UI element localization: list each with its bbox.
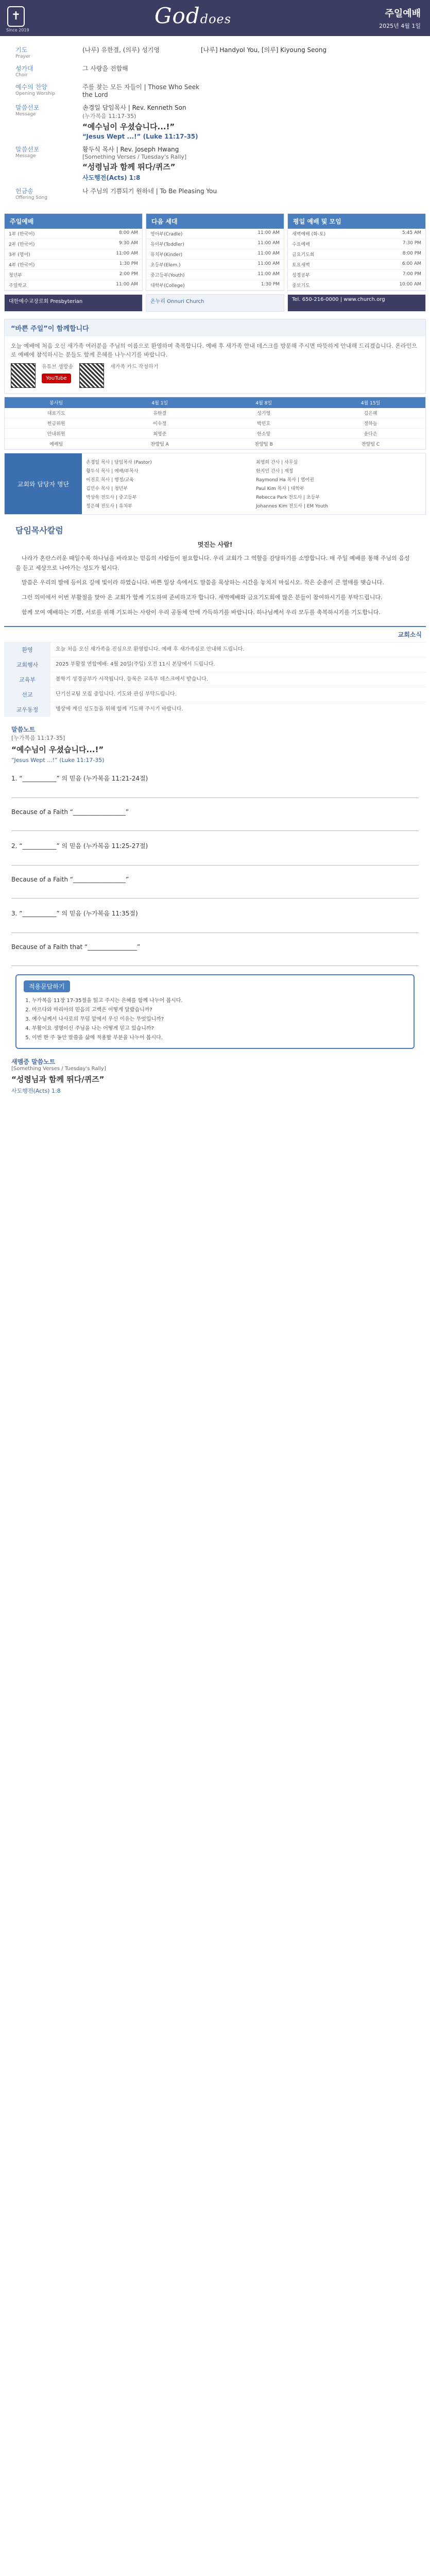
answer-line[interactable] <box>11 819 419 831</box>
volunteer-table: 봉사팀 4월 1일 4월 8일 4월 15일 대표기도 유한결 성기영 김은혜 헌금위원 이수정 박민호 정하늘 안내위원 최영준 한소망 윤다은 예배팀 찬양팀 A 찬양팀 B 찬양팀 C <box>5 397 425 449</box>
table-row: 예배팀 찬양팀 A 찬양팀 B 찬양팀 C <box>5 439 425 449</box>
list-item: 이진호 목사 | 행정/교육 <box>86 478 134 483</box>
notes-title: “예수님이 우셨습니다...!” <box>11 744 104 754</box>
church-logo-icon: ✝ <box>7 6 25 27</box>
list-item: Raymond Ha 목사 | 영어권 <box>256 478 314 483</box>
list-item: Paul Kim 목사 | 대학부 <box>256 486 304 492</box>
list-item: Johannes Kim 전도사 | EM Youth <box>256 504 328 510</box>
column-subtitle: 멋진는 사람! <box>197 541 233 549</box>
news-row: 교회행사 2025 부활절 연합예배: 4월 20일(주일) 오전 11시 본당에서 드립니다. <box>4 657 426 672</box>
header-bar <box>0 0 430 36</box>
table-row: 대표기도 유한결 성기영 김은혜 <box>5 408 425 418</box>
order-row: 말씀선포 Message 황두식 목사 | Rev. Joseph Hwang [Something Verses / Tuesday's Rally] “성령님과 함께 뛰다/퀴즈” 사도행전(Acts) 1:8 <box>15 145 423 182</box>
list-item: 3. 예수님께서 나사로의 무덤 앞에서 우신 이유는 무엇입니까? <box>32 1015 406 1024</box>
next-sermon-notes: 새멤증 말씀노트 [Something Verses / Tuesday's Rally] “성령님과 함께 뛰다/퀴즈” 사도행전(Acts) 1:8 <box>11 1058 106 1094</box>
answer-line[interactable] <box>11 921 419 933</box>
qr-code-icon[interactable] <box>11 363 36 388</box>
list-item: Rebecca Park 전도사 | 초등부 <box>256 495 320 501</box>
info-box: 다음 세대 영아부(Cradle) 11:00 AM 유아부(Toddler) 11:00 AM 유치부(Kinder) 11:00 AM 초등부(Elem.) 11:00 AM 중고등부(Youth) 11:00 AM 대학부(College) 1:30 PM <box>146 213 284 291</box>
answer-line[interactable] <box>11 853 419 866</box>
news-row: 교우동정 병상에 계신 성도들을 위해 함께 기도해 주시기 바랍니다. <box>4 702 426 717</box>
table-row: 안내위원 최영준 한소망 윤다은 <box>5 429 425 439</box>
church-news <box>4 626 426 717</box>
sermon-title-2: “성령님과 함께 뛰다/퀴즈” <box>82 162 176 172</box>
list-item: 2. 마르다와 마리아의 믿음의 고백은 어떻게 달랐습니까? <box>32 1006 406 1015</box>
contact-banner[interactable]: Tel. 650-216-0000 | www.church.org <box>287 294 426 312</box>
banner-row <box>0 294 430 316</box>
youtube-button[interactable]: YouTube <box>42 374 71 384</box>
notice-body: 오늘 예배에 처음 오신 새가족 여러분을 주님의 이름으로 환영하며 축복합니다. 예배 후 새가족 안내 데스크를 방문해 주시면 따뜻하게 안내해 드리겠습니다. 온라인으로 예배에 참석하시는 분들도 함께 은혜를 나누시기를 바랍니다. <box>11 343 417 359</box>
column-heading: 담임목사칼럼 <box>15 526 63 536</box>
order-row: 성가대 Choir 그 사랑을 전합해 <box>15 65 128 78</box>
church-banner: 온누리 Onnuri Church <box>146 294 284 312</box>
list-item: 최영희 간사 | 사무실 <box>256 460 298 466</box>
list-item: 김민수 목사 | 청년부 <box>86 486 128 492</box>
welcome-notice: “바쁜 주일”이 함께합니다 오늘 예배에 처음 오신 새가족 여러분을 주님의 이름으로 환영하며 축복합니다. 예배 후 새가족 안내 데스크를 방문해 주시면 따뜻하게 안내해 드리겠습니다. 온라인으로 예배에 참석하시는 분들도 함께 은혜를 나누시기를 바랍니다. 유튜브 생방송 YouTube 새가족 카드 작성하기 <box>4 319 426 394</box>
list-item: 1. 누가복음 11장 17-35절을 읽고 주시는 은혜를 함께 나누어 봅시다. <box>32 996 406 1006</box>
order-row: 예수의 찬양 Opening Worship 주를 찾는 모든 자들이 | Those Who Seek the Lord <box>15 83 200 98</box>
notice-title: “바쁜 주일”이 함께합니다 <box>5 319 425 336</box>
list-item: 5. 이번 한 주 동안 말씀을 삶에 적용할 부분을 나누어 봅시다. <box>32 1033 406 1043</box>
brand-title: Goddoes <box>154 3 232 28</box>
news-row: 교육부 봄학기 성경공부가 시작됩니다. 등록은 교육부 데스크에서 받습니다. <box>4 672 426 687</box>
news-heading: 교회소식 <box>398 631 422 638</box>
answer-line[interactable] <box>11 954 419 966</box>
service-times <box>0 210 430 294</box>
logo-caption: Since 2019 <box>6 28 29 32</box>
list-item: 손경일 목사 | 담임목사 (Pastor) <box>86 460 152 466</box>
info-box: 주일예배 1부 (한국어) 8:00 AM 2부 (한국어) 9:30 AM 3부 (영어) 11:00 AM 4부 (한국어) 1:30 PM 청년부 2:00 PM 주일학교 11:00 AM <box>4 213 143 291</box>
info-box: 평일 예배 및 모임 새벽예배 (화-토) 5:45 AM 수요예배 7:30 PM 금요기도회 8:00 PM 토요새벽 6:00 AM 성경공부 7:00 PM 중보기도 10:00 AM <box>287 213 426 291</box>
order-row: 기도 Prayer (나루) 유한결, (의루) 성기영 [나루] Handyol You, [의루] Kiyoung Seong <box>15 46 327 59</box>
news-row: 환영 오늘 처음 오신 새가족을 진심으로 환영합니다. 예배 후 새가족실로 안내해 드립니다. <box>4 642 426 657</box>
table-row: 헌금위원 이수정 박민호 정하늘 <box>5 418 425 429</box>
staff-directory <box>4 453 426 515</box>
list-item: 정은혜 전도사 | 유치부 <box>86 504 132 510</box>
answer-line[interactable] <box>11 886 419 899</box>
sermon-title: “예수님이 우셨습니다...!” <box>82 122 175 131</box>
sermon-notes: 말씀노트 [누가복음 11:17-35] “예수님이 우셨습니다...!” “Jesus Wept ...!” (Luke 11:17-35) 1. “___________” 의 믿음 (누가복음 11:21-24절) Because of a Faith “_________________” 2. “___________” 의 믿음 (누가복음 11:25-27절) Because of a Faith “_________________” 3. “___________” 의 믿음 (누가복음 11:35절) Because of a Faith that “________________” <box>11 725 419 966</box>
staff-label: 교회와 담당자 명단 <box>5 453 82 514</box>
order-row: 말씀선포 Message 손경일 담임목사 | Rev. Kenneth Son (누가복음 11:17-35) “예수님이 우셨습니다...!” “Jesus Wept ...!” (Luke 11:17-35) <box>15 103 423 140</box>
news-row: 선교 단기선교팀 모집 중입니다. 기도와 관심 부탁드립니다. <box>4 687 426 702</box>
volunteer-schedule <box>4 397 426 450</box>
list-item: 4. 부활이요 생명이신 주님을 나는 어떻게 믿고 있습니까? <box>32 1024 406 1033</box>
order-of-worship <box>0 36 430 210</box>
service-info <box>379 6 421 30</box>
denomination-banner: 대한예수교장로회 Presbyterian <box>4 294 143 312</box>
service-date: 2025년 4월 1일 <box>379 23 421 29</box>
qr-code-icon[interactable] <box>79 363 104 388</box>
list-item: 황두식 목사 | 예배/부목사 <box>86 469 139 474</box>
answer-line[interactable] <box>11 786 419 798</box>
application-questions: 적용문답하기 1. 누가복음 11장 17-35절을 읽고 주시는 은혜를 함께 나누어 봅시다. 2. 마르다와 마리아의 믿음의 고백은 어떻게 달랐습니까? 3. 예수님께서 나사로의 무덤 앞에서 우신 이유는 무엇입니까? 4. 부활이요 생명이신 주님을 나는 어떻게 믿고 있습니까? 5. 이번 한 주 동안 말씀을 삶에 적용할 부분을 나누어 봅시다. <box>15 974 415 1049</box>
list-item: 박상욱 전도사 | 중고등부 <box>86 495 137 501</box>
list-item: 한지민 간사 | 재정 <box>256 469 294 474</box>
bulletin-page <box>0 0 430 1115</box>
order-row: 헌금송 Offering Song 나 주님의 기쁨되기 원하네 | To Be Pleasing You <box>15 188 217 200</box>
column-body: 나라가 혼란스러운 때일수록 하나님을 바라보는 믿음의 사람들이 필요합니다. 우리 교회가 그 역할을 감당하기를 소망합니다. 매 주일 예배를 통해 주님의 음성을 듣고 세상으로 나아가는 성도가 됩시다. 말씀은 우리의 발에 등이요 길에 빛이라 하였습니다. 바쁜 일상 속에서도 말씀을 묵상하는 시간을 놓치지 마십시오. 작은 순종이 큰 열매를 맺습니다. 그런 의미에서 이번 부활절을 맞아 온 교회가 함께 기도하며 준비하고자 합니다. 새벽예배와 금요기도회에 많은 분들이 참여하시기를 부탁드립니다. 함께 모여 예배하는 기쁨, 서로를 위해 기도하는 사랑이 우리 공동체 안에 가득하기를 바랍니다. 하나님께서 우리 모두를 축복하시기를 기도합니다. <box>15 555 410 616</box>
service-title: 주일예배 <box>385 8 421 19</box>
